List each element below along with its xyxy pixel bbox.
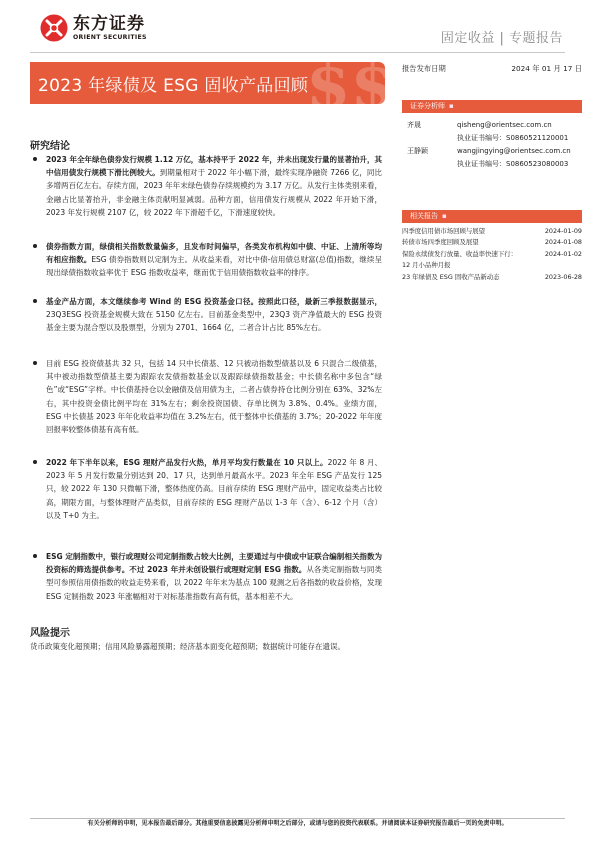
risk-title: 风险提示 (30, 628, 70, 639)
conclusion-bullet (30, 240, 382, 295)
section-title: 研究结论 (30, 141, 70, 152)
bullet-bold-text: ESG 定制指数中，银行或理财公司定制指数占较大比例，主要通过与中债或中证联合编制相关指数为投资标的筛选提供参考。不过 2023 年并未创设银行或理财定制 ESG 指数。 (46, 552, 382, 575)
bullet-bold-text: 2023 年全年绿色债券发行规模 1.12 万亿，基本持平于 2022 年，并未出现发行量的显著抬升，其中信用债发行规模下滑比例较大。 (46, 155, 382, 178)
publish-date-value: 2024 年 01 月 17 日 (511, 64, 582, 73)
analyst-email: wangjingying@orientsec.com.cn (457, 147, 571, 155)
analyst-cert: 执业证书编号：S0860521120001 (457, 134, 569, 142)
orient-securities-logo-icon (40, 14, 68, 42)
related-reports-header-label: 相关报告 (410, 212, 438, 220)
bullet-text: 到期量相对于 2022 年小幅下滑，最终实现净融资 7266 亿，同比多增两百亿左右。存续方面，2023 年年末绿色债券存续规模约为 3.17 万亿。从发行主体类别来看，金融占比显著抬升，非金融主体贡献明显减弱。品种方面，信用债发行规模从 2022 年开始下滑，2023 年发行规模 2107 亿，较 2022 年下滑超千亿，下滑速度较快。 (46, 168, 382, 217)
company-logo (40, 14, 147, 42)
conclusion-bullet (30, 456, 382, 550)
publish-date (402, 64, 582, 74)
related-reports-list (402, 226, 582, 283)
related-report-item[interactable] (402, 249, 582, 260)
footer-disclaimer: 有关分析师的申明，见本报告最后部分。其他重要信息披露见分析师申明之后部分，或请与您的投资代表联系。并请阅读本证券研究报告最后一页的免责申明。 (87, 820, 508, 827)
analyst-cert: 执业证书编号：S0860523080003 (457, 160, 569, 168)
dots-decoration-icon: ▪ (442, 212, 448, 220)
report-type: 固定收益 | 专题报告 (440, 31, 563, 46)
dots-decoration-icon: ▪ (449, 102, 455, 110)
analysts-header (402, 100, 582, 113)
analysts-header-label: 证券分析师 (410, 102, 445, 110)
logo-chinese-name: 东方证券 (73, 13, 145, 34)
header-divider (30, 52, 565, 53)
bullet-bold-text: 债券指数方面，绿债相关指数数量偏多，且发布时间偏早，各类发布机构如中债、中证、上清所等均有相应指数。 (46, 242, 382, 265)
related-report-date: 2024-01-08 (544, 238, 582, 247)
related-report-date: 2024-01-02 (544, 249, 582, 258)
related-report-item[interactable] (402, 260, 582, 271)
related-report-date: 2023-06-28 (544, 272, 582, 281)
related-report-title[interactable]: 四季度信用债市场回顾与展望 (402, 227, 486, 235)
related-report-item[interactable] (402, 237, 582, 248)
publish-date-label: 报告发布日期 (402, 64, 446, 73)
conclusion-bullet (30, 153, 382, 240)
related-report-title[interactable]: 23 年绿债及 ESG 固收产品新动态 (402, 272, 500, 281)
dollar-decoration-icon: $$ (305, 48, 395, 123)
analyst-email: qisheng@orientsec.com.cn (457, 121, 552, 129)
bullet-text: 目前 ESG 投资债基共 32 只，包括 14 只中长债基、12 只被动指数型债基以及 6 只混合二级债基，其中被动指数型债基主要为跟踪农发债指数基金以及跟踪绿债指数基金；中长债名称中多包含“绿色”或“ESG”字样。中长债基持仓以金融债及信用债为主，二者占债券持仓比例分别在 63%、32%左右，其中投资金债比例平均在 31%左右；剩余投资国债、存单比例为 3.8%、0.4%。业绩方面，ESG 中长债基 2023 年年化收益率均值在 3.2%左右，低于整体中长债基的 3.7%；20-2022 年年度回报率较整体债基有高有低。 (46, 359, 382, 435)
related-report-title[interactable]: 12 月小品种月报 (402, 261, 451, 270)
bullet-text: 从各类定制指数与同类型可参照信用债指数的收益走势来看，以 2022 年年末为基点 100 观测之后各指数的收益价格，发现 ESG 定制指数 2023 年涨幅相对于对标基准指数有高有低，基本相差不大。 (46, 565, 383, 601)
page-title: 2023 年绿债及 ESG 固收产品回顾 (38, 76, 309, 96)
bullet-text: ESG 债券指数则以定制为主。从收益来看，对比中债-信用债总财富(总值)指数，继续呈现出绿债指数收益率优于 ESG 指数收益率，继而优于信用债指数收益率的排序。 (46, 255, 382, 278)
related-report-title[interactable]: 转债市场四季度回顾及展望 (402, 238, 479, 247)
risk-text: 货币政策变化超预期；信用风险暴露超预期；经济基本面变化超预期；数据统计可能存在遗误。 (30, 642, 345, 651)
related-report-item[interactable] (402, 272, 582, 283)
research-conclusions (30, 153, 382, 630)
bullet-bold-text: 基金产品方面，本文继续参考 Wind 的 ESG 投资基金口径。按照此口径，最新三季报数据显示， (46, 297, 382, 306)
title-banner (30, 48, 395, 123)
bullet-text: 23Q3ESG 投资基金规模大致在 5150 亿左右。目前基金类型中，23Q3 资产净值最大的 ESG 投资基金主要为混合型以及股票型，分别为 2701、1664 亿，二者合计占比 85%左右。 (46, 310, 382, 333)
related-report-date: 2024-01-09 (544, 227, 582, 235)
conclusion-bullet (30, 550, 382, 630)
bullet-bold-text: 2022 年下半年以来，ESG 理财产品发行火热，单月平均发行数量在 10 只以上。 (46, 458, 328, 467)
conclusion-bullet (30, 295, 382, 357)
related-reports-header (402, 210, 582, 223)
related-report-item[interactable] (402, 226, 582, 237)
logo-english-name: ORIENT SECURITIES (73, 33, 147, 41)
related-report-title[interactable]: 保险永续债发行放量、收益率快速下行： (402, 249, 518, 258)
bullet-text: 2022 年 8 月、2023 年 5 月发行数量分别达到 20、17 只，达到单月最高水平。2023 年全年 ESG 产品发行 125 只，较 2022 年 130 只微幅下滑，整体热度仍高。目前存续的 ESG 理财产品中，固定收益类占比较高，期限方面，与整体理财产品类似，目前存续的 ESG 理财产品以 1-3 年（含）、6-12 个月（含）以及 T+0 为主。 (46, 458, 382, 520)
analyst-name: 齐晟 (407, 121, 421, 129)
analyst-name: 王静颖 (407, 147, 428, 155)
conclusion-bullet (30, 357, 382, 456)
